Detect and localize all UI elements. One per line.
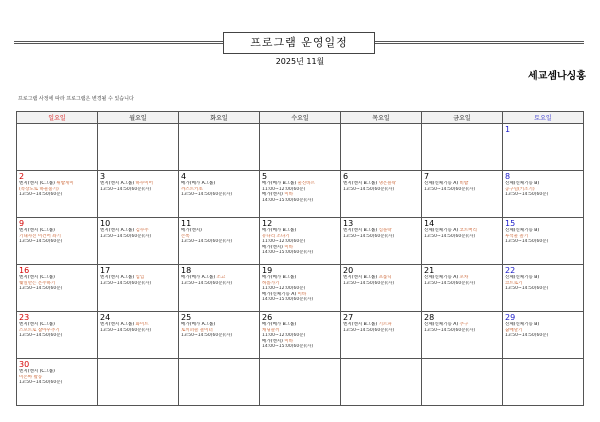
day-cell <box>260 218 341 265</box>
page-title: 프로그램 운영일정 <box>223 32 375 54</box>
day-cell <box>260 265 341 312</box>
day-number: 28 <box>424 313 435 322</box>
day-number: 21 <box>424 266 435 275</box>
day-cell <box>503 359 584 406</box>
program-group: 신체(신체기능 B) <box>505 322 540 327</box>
weekday-fri: 금요일 <box>422 112 503 124</box>
program-group: 신체(신체기능 A) <box>424 228 459 233</box>
schedule-line <box>262 198 338 204</box>
time-range: 13:50~14:50(60분) <box>19 286 63 292</box>
time-range: 13:50~14:50(60분)(자) <box>343 186 395 192</box>
activity-name: 캐딩즐끼 <box>262 327 280 333</box>
activity-name: 코트로기 <box>505 280 523 286</box>
day-number: 4 <box>181 172 187 181</box>
program-group: 엔지(엔지 A그룹) <box>100 181 135 186</box>
day-cell <box>341 124 422 171</box>
activity-name: 이바 <box>284 192 294 198</box>
day-number: 9 <box>19 219 25 228</box>
program-group: 엔지(엔지 B그룹) <box>343 181 378 186</box>
day-number: 23 <box>19 313 30 322</box>
activity-name: 물신바르 <box>297 181 315 186</box>
schedule-line <box>19 286 95 292</box>
title-area <box>0 32 600 54</box>
time-range: 14:00~15:00(60분)(자) <box>262 197 314 203</box>
schedule-line <box>505 333 581 339</box>
schedule-line <box>343 281 419 287</box>
program-group: 신체(신체기능 B) <box>505 181 540 186</box>
day-cell <box>503 312 584 359</box>
time-range: 13:50~14:50(60분)(자) <box>100 233 152 239</box>
time-range: 13:50~14:50(60분) <box>505 192 549 198</box>
day-number: 14 <box>424 219 435 228</box>
activity-name: 소고 <box>216 275 226 280</box>
activity-name: 스포트로 잡아우추기 <box>19 327 60 333</box>
day-cell <box>503 218 584 265</box>
day-number: 7 <box>424 172 430 181</box>
time-range: 13:50~14:50(60분)(자) <box>181 280 233 286</box>
program-group: 엔지(엔지 A그룹) <box>100 228 135 233</box>
day-cell <box>341 312 422 359</box>
program-group: 엔지(엔지 A그룹) <box>100 322 135 327</box>
day-cell <box>422 171 503 218</box>
day-number: 12 <box>262 219 273 228</box>
activity-name: 냉온블락 <box>378 181 396 186</box>
activity-name: 튀밥게이 <box>56 181 74 186</box>
activity-name: 이바 <box>297 291 307 297</box>
program-group: 메가(엔지) <box>262 192 283 198</box>
weekday-wed: 수요일 <box>260 112 341 124</box>
time-range: 13:50~14:50(60분)(자) <box>424 186 476 192</box>
time-range: 13:50~14:50(60분)(자) <box>100 186 152 192</box>
time-range: 14:00~15:00(60분)(자) <box>262 250 314 256</box>
day-cell <box>179 124 260 171</box>
day-cell <box>17 312 98 359</box>
activity-name: 코트버리 <box>459 228 477 233</box>
activity-name: 쉐일만든 온주하기 <box>19 280 56 286</box>
day-number: 18 <box>181 266 192 275</box>
activity-name: 꿈매달기 <box>505 327 523 333</box>
day-number: 1 <box>505 125 511 134</box>
schedule-line <box>424 328 500 334</box>
schedule-line <box>505 239 581 245</box>
program-group: 엔지(엔지 (C그룹) <box>19 275 55 280</box>
time-range: 13:50~14:50(60분) <box>19 333 63 339</box>
day-cell <box>260 312 341 359</box>
schedule-line <box>19 333 95 339</box>
schedule-line <box>181 192 257 198</box>
day-number: 6 <box>343 172 349 181</box>
time-range: 14:00~15:00(60분)(자) <box>262 344 314 350</box>
program-group: 메가(메가 B그룹) <box>262 228 297 233</box>
time-range: 13:50~14:50(60분) <box>505 239 549 245</box>
time-range: 11:00~12:00(60분) <box>262 333 306 339</box>
time-range: 13:50~14:50(60분) <box>19 380 63 386</box>
day-number: 25 <box>181 313 192 322</box>
schedule-line <box>181 281 257 287</box>
day-cell <box>98 124 179 171</box>
week-row <box>17 171 584 218</box>
program-group: 신체(신체기능 A) <box>424 181 459 186</box>
time-range: 11:00~12:00(60분) <box>262 286 306 292</box>
day-number: 17 <box>100 266 111 275</box>
schedule-line <box>19 380 95 386</box>
week-row <box>17 265 584 312</box>
time-range: 13:50~14:50(60분) <box>19 239 63 245</box>
day-number: 20 <box>343 266 354 275</box>
day-cell <box>260 171 341 218</box>
activity-name: 유다리 조다기 <box>262 233 290 239</box>
day-number: 5 <box>262 172 268 181</box>
activity-name: 비밥 <box>459 181 469 186</box>
day-cell <box>17 359 98 406</box>
day-number: 13 <box>343 219 354 228</box>
schedule-line <box>100 187 176 193</box>
day-cell <box>179 171 260 218</box>
activity-name: 김수주 <box>135 228 149 233</box>
day-number: 29 <box>505 313 516 322</box>
activity-name: 프롤딕 <box>378 275 392 280</box>
activity-name: 입입 <box>135 275 145 280</box>
time-range: 13:50~14:50(60분)(자) <box>181 333 233 339</box>
program-group: 메가(엔지) <box>262 338 283 344</box>
weekday-tue: 화요일 <box>179 112 260 124</box>
activity-name: 허틀가기 <box>262 280 280 286</box>
day-cell <box>260 124 341 171</box>
activity-name: (족장도토 하물불기) <box>19 186 59 192</box>
program-group: 엔지(엔지 B그룹) <box>343 322 378 327</box>
activity-name: 하수이어 <box>135 181 153 186</box>
day-cell <box>179 312 260 359</box>
schedule-line <box>19 192 95 198</box>
week-row <box>17 218 584 265</box>
day-cell <box>422 359 503 406</box>
day-cell <box>503 171 584 218</box>
week-row <box>17 124 584 171</box>
schedule-line <box>424 234 500 240</box>
program-group: 메가(메가 B그룹) <box>262 181 297 186</box>
day-cell <box>341 359 422 406</box>
program-group: 엔지(엔지 (C그룹) <box>19 369 55 374</box>
day-cell <box>17 218 98 265</box>
day-number: 11 <box>181 219 192 228</box>
time-range: 13:50~14:50(60분)(자) <box>181 192 233 198</box>
program-group: 메가(엔지) <box>262 244 283 250</box>
day-cell <box>17 124 98 171</box>
time-range: 14:00~15:00(60분)(자) <box>262 297 314 303</box>
day-number: 8 <box>505 172 511 181</box>
time-range: 13:50~14:50(60분)(자) <box>424 280 476 286</box>
weekday-thu: 목요일 <box>341 112 422 124</box>
day-cell <box>503 265 584 312</box>
time-range: 11:00~12:00(60분) <box>262 186 306 192</box>
week-row <box>17 359 584 406</box>
activity-name: 이바 <box>284 338 294 344</box>
program-group: 신체(신체기능 A) <box>424 275 459 280</box>
time-range: 13:50~14:50(60분)(자) <box>343 233 395 239</box>
day-number: 2 <box>19 172 25 181</box>
day-cell <box>422 312 503 359</box>
day-number: 16 <box>19 266 30 275</box>
day-number: 26 <box>262 313 273 322</box>
day-cell <box>98 312 179 359</box>
day-cell <box>422 265 503 312</box>
program-group: 메가(메가 B그룹) <box>262 275 297 280</box>
calendar-table <box>16 111 584 406</box>
time-range: 13:50~14:50(60분)(자) <box>343 327 395 333</box>
program-group: 메가(메가 A그룹) <box>181 275 216 280</box>
program-group: 메가(메가 A그룹) <box>181 322 216 327</box>
program-group: 엔지(엔지 (C그룹) <box>19 322 55 327</box>
schedule-line <box>100 234 176 240</box>
notice-text: 프로그램 사정에 따라 프로그램은 변경될 수 있습니다 <box>18 96 134 102</box>
schedule-line <box>343 187 419 193</box>
schedule-line <box>181 333 257 339</box>
schedule-line <box>505 192 581 198</box>
activity-name: 까스트키초 <box>181 186 203 192</box>
time-range: 13:50~14:50(60분) <box>505 333 549 339</box>
weekday-sun: 일요일 <box>17 112 98 124</box>
week-row <box>17 312 584 359</box>
day-cell <box>422 218 503 265</box>
day-number: 30 <box>19 360 30 369</box>
time-range: 13:50~14:50(60분)(자) <box>424 233 476 239</box>
schedule-line <box>262 297 338 303</box>
schedule-line <box>262 344 338 350</box>
activity-name: 화이트 <box>135 322 149 327</box>
activity-name: 심플락 <box>378 228 392 233</box>
day-number: 3 <box>100 172 106 181</box>
time-range: 13:50~14:50(60분)(자) <box>100 280 152 286</box>
day-cell <box>179 218 260 265</box>
day-cell <box>98 171 179 218</box>
day-number: 27 <box>343 313 354 322</box>
schedule-line <box>100 281 176 287</box>
program-group: 엔지(엔지 B그룹) <box>343 275 378 280</box>
time-range: 13:50~14:50(60분)(자) <box>100 327 152 333</box>
activity-name: 포차 <box>459 275 469 280</box>
program-group: 엔지(엔지 (C그룹) <box>19 228 55 233</box>
time-range: 11:00~12:00(60분) <box>262 239 306 245</box>
activity-name: 투석물 놀기 <box>505 233 529 239</box>
day-cell <box>179 265 260 312</box>
day-number: 24 <box>100 313 111 322</box>
program-group: 메가(메가 A그룹) <box>181 181 216 186</box>
day-number: 10 <box>100 219 111 228</box>
schedule-line <box>424 187 500 193</box>
program-group: 신체(신체기능 A) <box>424 322 459 327</box>
weekday-header-row <box>17 112 584 124</box>
schedule-line <box>19 239 95 245</box>
weekday-mon: 월요일 <box>98 112 179 124</box>
time-range: 13:50~14:50(60분) <box>19 192 63 198</box>
day-cell <box>341 265 422 312</box>
schedule-line <box>424 281 500 287</box>
schedule-line <box>505 286 581 292</box>
activity-name: 기르파 <box>378 322 392 327</box>
schedule-line <box>181 239 257 245</box>
schedule-line <box>262 250 338 256</box>
program-group: 메가(엔지) <box>181 228 202 233</box>
program-group: 엔지(엔지 B그룹) <box>343 228 378 233</box>
day-cell <box>98 359 179 406</box>
organization-name: 세교셈나싱홍 <box>528 71 586 82</box>
day-number: 15 <box>505 219 516 228</box>
program-group: 메가(메가 B그룹) <box>262 322 297 327</box>
day-cell <box>98 218 179 265</box>
program-group: 엔지(엔지 (C그룹) <box>19 181 55 186</box>
day-number: 19 <box>262 266 273 275</box>
activity-name: 공구밀(키조기) <box>505 186 535 192</box>
time-range: 13:50~14:50(60분)(자) <box>181 239 233 245</box>
day-cell <box>260 359 341 406</box>
activity-name: 기내사진 이건어 좌기 <box>19 233 61 239</box>
day-cell <box>341 171 422 218</box>
program-group: 신체(신체기능 B) <box>505 228 540 233</box>
time-range: 13:50~14:50(60분)(자) <box>424 327 476 333</box>
day-cell <box>422 124 503 171</box>
day-cell <box>341 218 422 265</box>
activity-name: 손톡 <box>181 233 190 239</box>
day-cell <box>17 171 98 218</box>
schedule-line <box>343 328 419 334</box>
month-label: 2025년 11월 <box>275 57 325 66</box>
day-cell <box>179 359 260 406</box>
activity-name: 이바 <box>284 244 294 250</box>
day-cell <box>503 124 584 171</box>
program-group: 신체(신체기능 B) <box>505 275 540 280</box>
program-group: 엔지(엔지 A그룹) <box>100 275 135 280</box>
activity-name: 추구 <box>459 322 469 327</box>
program-group: 메가(신체기능 A) <box>262 291 297 297</box>
weekday-sat: 토요일 <box>503 112 584 124</box>
day-cell <box>17 265 98 312</box>
time-range: 13:50~14:50(60분) <box>505 286 549 292</box>
day-cell <box>98 265 179 312</box>
calendar-body <box>17 124 584 406</box>
schedule-line <box>100 328 176 334</box>
activity-name: 이온마 활동 <box>19 374 43 380</box>
time-range: 13:50~14:50(60분)(자) <box>343 280 395 286</box>
schedule-line <box>343 234 419 240</box>
activity-name: 토끼퍼즐 놀이터 <box>181 327 213 333</box>
day-number: 22 <box>505 266 516 275</box>
